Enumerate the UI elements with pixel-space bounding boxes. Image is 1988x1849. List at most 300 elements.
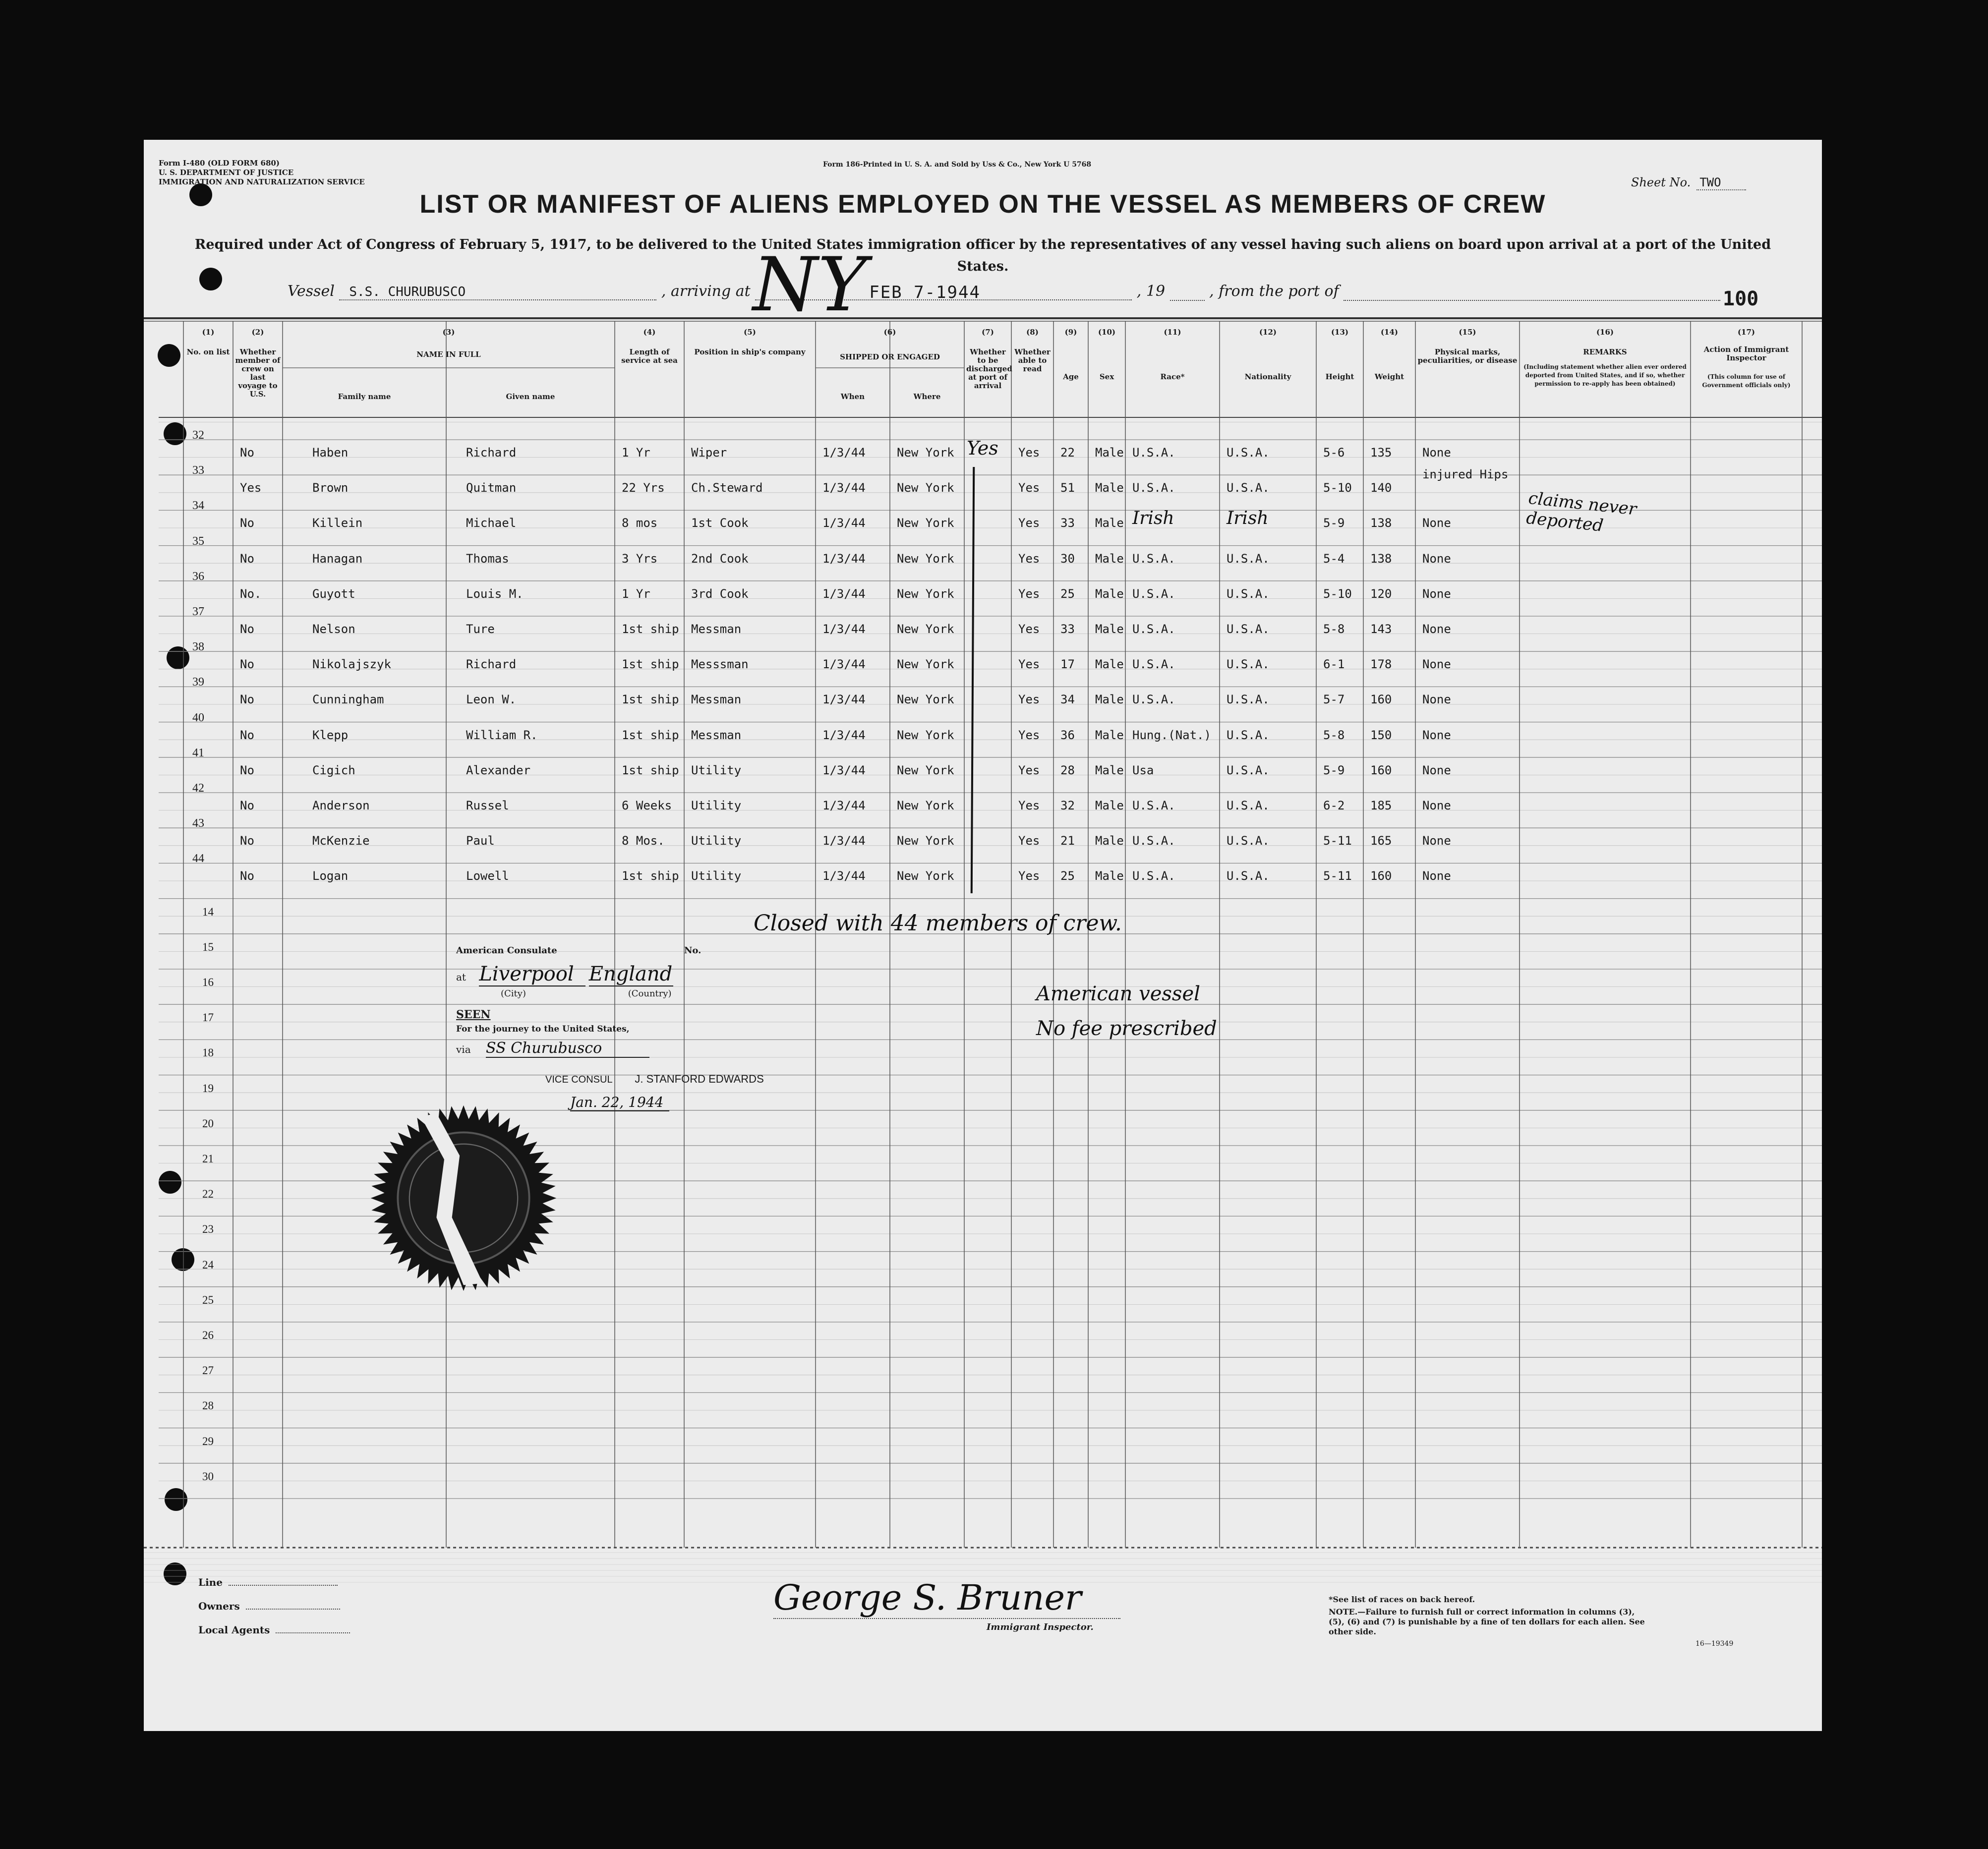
col-header-action: Action of Immigrant Inspector — [1703, 345, 1789, 362]
col-subheader-action: (This column for use of Government officials only) — [1702, 373, 1791, 389]
cell-no: 40 — [192, 711, 204, 724]
cell-read: Yes — [1018, 657, 1040, 672]
footer-line-label: Line — [198, 1576, 338, 1588]
row-number: 16 — [202, 976, 214, 988]
cell-when: 1/3/44 — [822, 869, 866, 883]
col-header-height: Height — [1325, 372, 1354, 381]
cell-marks: None — [1422, 551, 1451, 566]
col-num-sex: (10) — [1098, 328, 1116, 337]
cell-sex: Male — [1095, 481, 1124, 495]
cell-nat: U.S.A. — [1227, 622, 1270, 636]
cell-last: No — [240, 657, 254, 672]
cell-nat: U.S.A. — [1227, 551, 1270, 566]
cell-nat: Irish — [1227, 508, 1269, 529]
visa-seen: SEEN — [456, 1008, 491, 1021]
cell-sex: Male — [1095, 446, 1124, 460]
cell-when: 1/3/44 — [822, 586, 866, 601]
col-header-when: When — [840, 392, 865, 401]
col-num-read: (8) — [1026, 328, 1039, 337]
cell-weight: 165 — [1370, 834, 1392, 848]
cell-race: U.S.A. — [1132, 481, 1175, 495]
vessel-line: Vessel S.S. CHURUBUSCO , arriving at NY FEB 7-1944 , 19 , from the port of — [288, 283, 1720, 301]
cell-nat: U.S.A. — [1227, 763, 1270, 777]
visa-journey: For the journey to the United States, — [456, 1024, 630, 1034]
row-number: 28 — [202, 1399, 214, 1412]
cell-age: 17 — [1060, 657, 1075, 672]
cell-where: New York — [897, 657, 954, 672]
cell-race: U.S.A. — [1132, 834, 1175, 848]
page-title: LIST OR MANIFEST OF ALIENS EMPLOYED ON THE VESSEL AS MEMBERS OF CREW — [419, 190, 1546, 219]
cell-no: 34 — [192, 499, 204, 513]
col-header-shipped: SHIPPED OR ENGAGED — [840, 352, 940, 361]
cell-age: 36 — [1060, 728, 1075, 742]
col-num-name: (3) — [442, 328, 455, 337]
cell-nat: U.S.A. — [1227, 657, 1270, 672]
row-number: 22 — [202, 1188, 214, 1201]
row-number: 17 — [202, 1011, 214, 1024]
col-header-read: Whether able to read — [1014, 347, 1051, 373]
cell-position: Messman — [691, 622, 742, 636]
cell-family: McKenzie — [312, 834, 370, 848]
col-num-last: (2) — [251, 328, 264, 337]
cell-position: 1st Cook — [691, 516, 749, 530]
cell-last: No — [240, 869, 254, 883]
col-header-family: Family name — [338, 392, 391, 401]
cell-weight: 138 — [1370, 551, 1392, 566]
col-header-position: Position in ship's company — [694, 347, 806, 356]
cell-service: 6 Weeks — [622, 799, 672, 812]
cell-given: Louis M. — [466, 586, 524, 601]
cell-given: Richard — [466, 657, 517, 672]
list-number: 100 — [1723, 288, 1759, 310]
row-number: 30 — [202, 1470, 214, 1483]
cell-no: 33 — [192, 464, 204, 477]
cell-race: U.S.A. — [1132, 586, 1175, 601]
cell-when: 1/3/44 — [822, 728, 866, 742]
cell-where: New York — [897, 516, 954, 530]
cell-marks: None — [1422, 622, 1451, 636]
cell-family: Anderson — [312, 799, 370, 812]
cell-no: 44 — [192, 852, 204, 866]
cell-read: Yes — [1018, 834, 1040, 848]
cell-when: 1/3/44 — [822, 551, 866, 566]
col-num-action: (17) — [1737, 328, 1755, 337]
cell-read: Yes — [1018, 622, 1040, 636]
american-vessel-note: American vessel — [1036, 982, 1200, 1005]
cell-age: 51 — [1060, 481, 1075, 495]
col-header-name: NAME IN FULL — [416, 350, 481, 359]
cell-service: 1st ship — [622, 657, 679, 672]
cell-position: Messsman — [691, 657, 749, 672]
cell-race: Irish — [1132, 508, 1174, 529]
cell-when: 1/3/44 — [822, 763, 866, 777]
remarks-claims-never-deported: claims never deported — [1525, 488, 1638, 536]
cell-race: U.S.A. — [1132, 551, 1175, 566]
cell-height: 6-2 — [1323, 799, 1345, 812]
cell-last: No — [240, 446, 254, 460]
cell-marks: None — [1422, 586, 1451, 601]
cell-nat: U.S.A. — [1227, 693, 1270, 707]
visa-labels: (City) (Country) — [501, 988, 672, 999]
cell-service: 1 Yr — [622, 586, 650, 601]
row-number: 20 — [202, 1117, 214, 1130]
cell-weight: 135 — [1370, 446, 1392, 460]
cell-height: 5-11 — [1323, 834, 1352, 848]
cell-marks: None — [1422, 446, 1451, 460]
cell-position: Utility — [691, 763, 742, 777]
cell-marks: None — [1422, 728, 1451, 742]
cell-sex: Male — [1095, 551, 1124, 566]
cell-last: No — [240, 763, 254, 777]
cell-no: 42 — [192, 782, 204, 795]
cell-height: 5-4 — [1323, 551, 1345, 566]
sheet-number: Sheet No. TWO — [1631, 175, 1746, 189]
cell-last: No — [240, 622, 254, 636]
cell-read: Yes — [1018, 481, 1040, 495]
col-header-service: Length of service at sea — [621, 347, 678, 365]
cell-height: 5-9 — [1323, 763, 1345, 777]
cell-no: 35 — [192, 534, 204, 548]
cell-position: Ch.Steward — [691, 481, 763, 495]
cell-read: Yes — [1018, 763, 1040, 777]
cell-weight: 143 — [1370, 622, 1392, 636]
visa-country: England — [588, 963, 673, 985]
cell-sex: Male — [1095, 728, 1124, 742]
col-header-no: No. on list — [186, 347, 230, 356]
cell-age: 33 — [1060, 622, 1075, 636]
cell-no: 41 — [192, 746, 204, 759]
cell-nat: U.S.A. — [1227, 799, 1270, 812]
cell-read: Yes — [1018, 869, 1040, 883]
cell-family: Nelson — [312, 622, 355, 636]
cell-last: No — [240, 799, 254, 812]
row-number: 18 — [202, 1046, 214, 1059]
col-num-discharged: (7) — [982, 328, 994, 337]
cell-nat: U.S.A. — [1227, 481, 1270, 495]
visa-officer: J. STANFORD EDWARDS — [635, 1073, 764, 1085]
cell-last: No. — [240, 586, 262, 601]
cell-read: Yes — [1018, 551, 1040, 566]
cell-service: 22 Yrs — [622, 481, 665, 495]
cell-read: Yes — [1018, 586, 1040, 601]
cell-position: 2nd Cook — [691, 551, 749, 566]
cell-when: 1/3/44 — [822, 481, 866, 495]
col-num-age: (9) — [1064, 328, 1077, 337]
inspector-signature: George S. Bruner — [773, 1577, 1120, 1619]
cell-no: 36 — [192, 570, 204, 583]
cell-weight: 185 — [1370, 799, 1392, 812]
cell-family: Cunningham — [312, 693, 384, 707]
race-note: *See list of races on back hereof. — [1329, 1595, 1475, 1604]
cell-weight: 178 — [1370, 657, 1392, 672]
cell-family: Killein — [312, 516, 363, 530]
cell-where: New York — [897, 763, 954, 777]
row-number: 25 — [202, 1293, 214, 1306]
cell-last: No — [240, 516, 254, 530]
col-subheader-remarks: (Including statement whether alien ever ordered deported from United States, and if so, whether permission to re-apply has been obtained) — [1523, 363, 1687, 387]
cell-where: New York — [897, 693, 954, 707]
cell-marks: injured Hips — [1422, 467, 1509, 482]
cell-given: Quitman — [466, 481, 517, 495]
cell-given: Richard — [466, 446, 517, 460]
cell-sex: Male — [1095, 622, 1124, 636]
cell-service: 1st ship — [622, 763, 679, 777]
col-header-given: Given name — [506, 392, 555, 401]
cell-nat: U.S.A. — [1227, 728, 1270, 742]
no-fee-note: No fee prescribed — [1036, 1017, 1217, 1040]
penalty-note: NOTE.—Failure to furnish full or correct information in columns (3), (5), (6) and (7) is punishable by a fine of ten dollars for each alien. See other side. — [1329, 1607, 1645, 1636]
col-header-last: Whether member of crew on last voyage to U.S. — [235, 347, 281, 399]
col-header-age: Age — [1063, 372, 1079, 381]
cell-sex: Male — [1095, 763, 1124, 777]
cell-marks: None — [1422, 834, 1451, 848]
form-code: 16—19349 — [1696, 1640, 1734, 1648]
col-num-shipped: (6) — [883, 328, 896, 337]
cell-no: 39 — [192, 676, 204, 689]
cell-given: Alexander — [466, 763, 531, 777]
cell-age: 22 — [1060, 446, 1075, 460]
cell-when: 1/3/44 — [822, 516, 866, 530]
cell-family: Guyott — [312, 586, 355, 601]
cell-marks: None — [1422, 693, 1451, 707]
cell-position: Utility — [691, 799, 742, 812]
cell-no: 37 — [192, 605, 204, 618]
cell-position: Wiper — [691, 446, 727, 460]
cell-nat: U.S.A. — [1227, 586, 1270, 601]
row-number: 27 — [202, 1364, 214, 1377]
cell-position: Messman — [691, 728, 742, 742]
cell-family: Nikolajszyk — [312, 657, 391, 672]
cell-family: Brown — [312, 481, 349, 495]
col-header-discharged: Whether to be discharged at port of arrival — [966, 347, 1012, 390]
arrival-port: NY FEB 7-1944 — [755, 285, 1132, 300]
form-identifier: Form I-480 (OLD FORM 680) U. S. DEPARTMENT OF JUSTICE IMMIGRATION AND NATURALIZATION SERVICE — [159, 159, 365, 186]
cell-height: 5-8 — [1323, 622, 1345, 636]
cell-given: Lowell — [466, 869, 509, 883]
cell-age: 34 — [1060, 693, 1075, 707]
closed-annotation: Closed with 44 members of crew. — [754, 911, 1122, 936]
cell-last: Yes — [240, 481, 262, 495]
cell-height: 5-11 — [1323, 869, 1352, 883]
col-num-marks: (15) — [1459, 328, 1476, 337]
cell-where: New York — [897, 586, 954, 601]
cell-position: Utility — [691, 869, 742, 883]
page-subtitle: Required under Act of Congress of February 5, 1917, to be delivered to the United States immigration officer by the representatives of any vessel having such aliens on board upon arrival at a port of the United States. — [194, 237, 1771, 274]
col-num-race: (11) — [1164, 328, 1181, 337]
cell-position: Messman — [691, 693, 742, 707]
cell-sex: Male — [1095, 869, 1124, 883]
cell-marks: None — [1422, 763, 1451, 777]
col-header-weight: Weight — [1374, 372, 1404, 381]
cell-sex: Male — [1095, 834, 1124, 848]
cell-position: 3rd Cook — [691, 586, 749, 601]
cell-height: 5-10 — [1323, 481, 1352, 495]
cell-given: Leon W. — [466, 693, 517, 707]
cell-no: 43 — [192, 817, 204, 830]
col-num-height: (13) — [1331, 328, 1349, 337]
cell-no: 32 — [192, 429, 204, 442]
row-number: 14 — [202, 905, 214, 918]
cell-given: Paul — [466, 834, 495, 848]
cell-weight: 160 — [1370, 763, 1392, 777]
cell-weight: 140 — [1370, 481, 1392, 495]
cell-race: U.S.A. — [1132, 799, 1175, 812]
cell-age: 25 — [1060, 869, 1075, 883]
cell-race: Hung.(Nat.) — [1132, 728, 1211, 742]
cell-race: Usa — [1132, 763, 1154, 777]
col-header-where: Where — [913, 392, 941, 401]
cell-age: 25 — [1060, 586, 1075, 601]
cell-marks: None — [1422, 516, 1451, 530]
cell-service: 1st ship — [622, 693, 679, 707]
cell-race: U.S.A. — [1132, 657, 1175, 672]
cell-given: William R. — [466, 728, 538, 742]
col-num-remarks: (16) — [1596, 328, 1614, 337]
cell-nat: U.S.A. — [1227, 869, 1270, 883]
row-number: 23 — [202, 1223, 214, 1236]
cell-height: 5-7 — [1323, 693, 1345, 707]
footer-owners-label: Owners — [198, 1600, 340, 1612]
cell-age: 30 — [1060, 551, 1075, 566]
vessel-name: S.S. CHURUBUSCO — [339, 285, 656, 300]
cell-family: Cigich — [312, 763, 355, 777]
cell-service: 3 Yrs — [622, 551, 658, 566]
cell-height: 5-8 — [1323, 728, 1345, 742]
footer-agents-label: Local Agents — [198, 1624, 350, 1636]
cell-where: New York — [897, 869, 954, 883]
cell-service: 1st ship — [622, 728, 679, 742]
cell-read: Yes — [1018, 728, 1040, 742]
cell-weight: 120 — [1370, 586, 1392, 601]
cell-last: No — [240, 551, 254, 566]
cell-read: Yes — [1018, 516, 1040, 530]
col-num-nat: (12) — [1259, 328, 1277, 337]
consular-seal-icon — [367, 1101, 560, 1295]
cell-height: 5-6 — [1323, 446, 1345, 460]
cell-height: 6-1 — [1323, 657, 1345, 672]
cell-marks: None — [1422, 657, 1451, 672]
cell-age: 33 — [1060, 516, 1075, 530]
cell-age: 32 — [1060, 799, 1075, 812]
cell-race: U.S.A. — [1132, 622, 1175, 636]
cell-when: 1/3/44 — [822, 799, 866, 812]
cell-height: 5-9 — [1323, 516, 1345, 530]
row-number: 21 — [202, 1153, 214, 1165]
cell-position: Utility — [691, 834, 742, 848]
row-number: 29 — [202, 1435, 214, 1447]
cell-when: 1/3/44 — [822, 693, 866, 707]
date-stamp: FEB 7-1944 — [869, 283, 981, 302]
cell-sex: Male — [1095, 516, 1124, 530]
cell-no: 38 — [192, 640, 204, 654]
cell-sex: Male — [1095, 799, 1124, 812]
cell-read: Yes — [1018, 693, 1040, 707]
cell-race: U.S.A. — [1132, 446, 1175, 460]
printer-note: Form 186-Printed in U. S. A. and Sold by Uss & Co., New York U 5768 — [823, 161, 1092, 169]
cell-when: 1/3/44 — [822, 657, 866, 672]
cell-sex: Male — [1095, 657, 1124, 672]
cell-given: Michael — [466, 516, 517, 530]
visa-via-line: via SS Churubusco — [456, 1040, 649, 1058]
cell-race: U.S.A. — [1132, 869, 1175, 883]
cell-where: New York — [897, 551, 954, 566]
col-num-no: (1) — [202, 328, 215, 337]
col-header-race: Race* — [1160, 372, 1185, 381]
visa-date: Jan. 22, 1944 — [570, 1094, 669, 1111]
col-header-nat: Nationality — [1244, 372, 1291, 381]
cell-sex: Male — [1095, 586, 1124, 601]
visa-via: SS Churubusco — [486, 1040, 649, 1058]
cell-height: 5-10 — [1323, 586, 1352, 601]
col-header-marks: Physical marks, peculiarities, or disease — [1417, 347, 1518, 365]
cell-when: 1/3/44 — [822, 446, 866, 460]
cell-when: 1/3/44 — [822, 622, 866, 636]
row-number: 26 — [202, 1329, 214, 1341]
cell-weight: 138 — [1370, 516, 1392, 530]
cell-nat: U.S.A. — [1227, 834, 1270, 848]
visa-city-line: at Liverpool England — [456, 963, 673, 985]
col-num-position: (5) — [744, 328, 756, 337]
cell-read: Yes — [1018, 799, 1040, 812]
cell-service: 1 Yr — [622, 446, 650, 460]
cell-service: 1st ship — [622, 869, 679, 883]
cell-where: New York — [897, 834, 954, 848]
cell-last: No — [240, 693, 254, 707]
cell-service: 1st ship — [622, 622, 679, 636]
cell-sex: Male — [1095, 693, 1124, 707]
row-number: 19 — [202, 1082, 214, 1095]
cell-marks: None — [1422, 869, 1451, 883]
cell-weight: 160 — [1370, 869, 1392, 883]
cell-weight: 160 — [1370, 693, 1392, 707]
cell-marks: None — [1422, 799, 1451, 812]
cell-family: Klepp — [312, 728, 349, 742]
cell-service: 8 mos — [622, 516, 658, 530]
cell-given: Russel — [466, 799, 509, 812]
cell-where: New York — [897, 622, 954, 636]
cell-weight: 150 — [1370, 728, 1392, 742]
cell-where: New York — [897, 446, 954, 460]
cell-read: Yes — [1018, 446, 1040, 460]
row-number: 24 — [202, 1258, 214, 1271]
visa-stamp: American Consulate No. — [456, 945, 702, 956]
cell-where: New York — [897, 728, 954, 742]
cell-age: 21 — [1060, 834, 1075, 848]
cell-given: Ture — [466, 622, 495, 636]
col-header-sex: Sex — [1099, 372, 1114, 381]
discharged-yes: Yes — [967, 437, 998, 459]
cell-given: Thomas — [466, 551, 509, 566]
cell-where: New York — [897, 799, 954, 812]
inspector-label: Immigrant Inspector. — [987, 1622, 1094, 1632]
cell-last: No — [240, 728, 254, 742]
cell-family: Logan — [312, 869, 349, 883]
cell-nat: U.S.A. — [1227, 446, 1270, 460]
manifest-sheet — [144, 140, 1822, 1731]
cell-race: U.S.A. — [1132, 693, 1175, 707]
visa-city: Liverpool — [479, 963, 585, 986]
col-num-service: (4) — [643, 328, 656, 337]
row-number: 15 — [202, 940, 214, 953]
cell-age: 28 — [1060, 763, 1075, 777]
cell-family: Haben — [312, 446, 349, 460]
cell-last: No — [240, 834, 254, 848]
cell-service: 8 Mos. — [622, 834, 665, 848]
cell-when: 1/3/44 — [822, 834, 866, 848]
visa-officer-line: VICE CONSUL J. STANFORD EDWARDS — [545, 1073, 764, 1085]
col-header-remarks: REMARKS — [1583, 347, 1627, 356]
col-num-weight: (14) — [1380, 328, 1399, 337]
